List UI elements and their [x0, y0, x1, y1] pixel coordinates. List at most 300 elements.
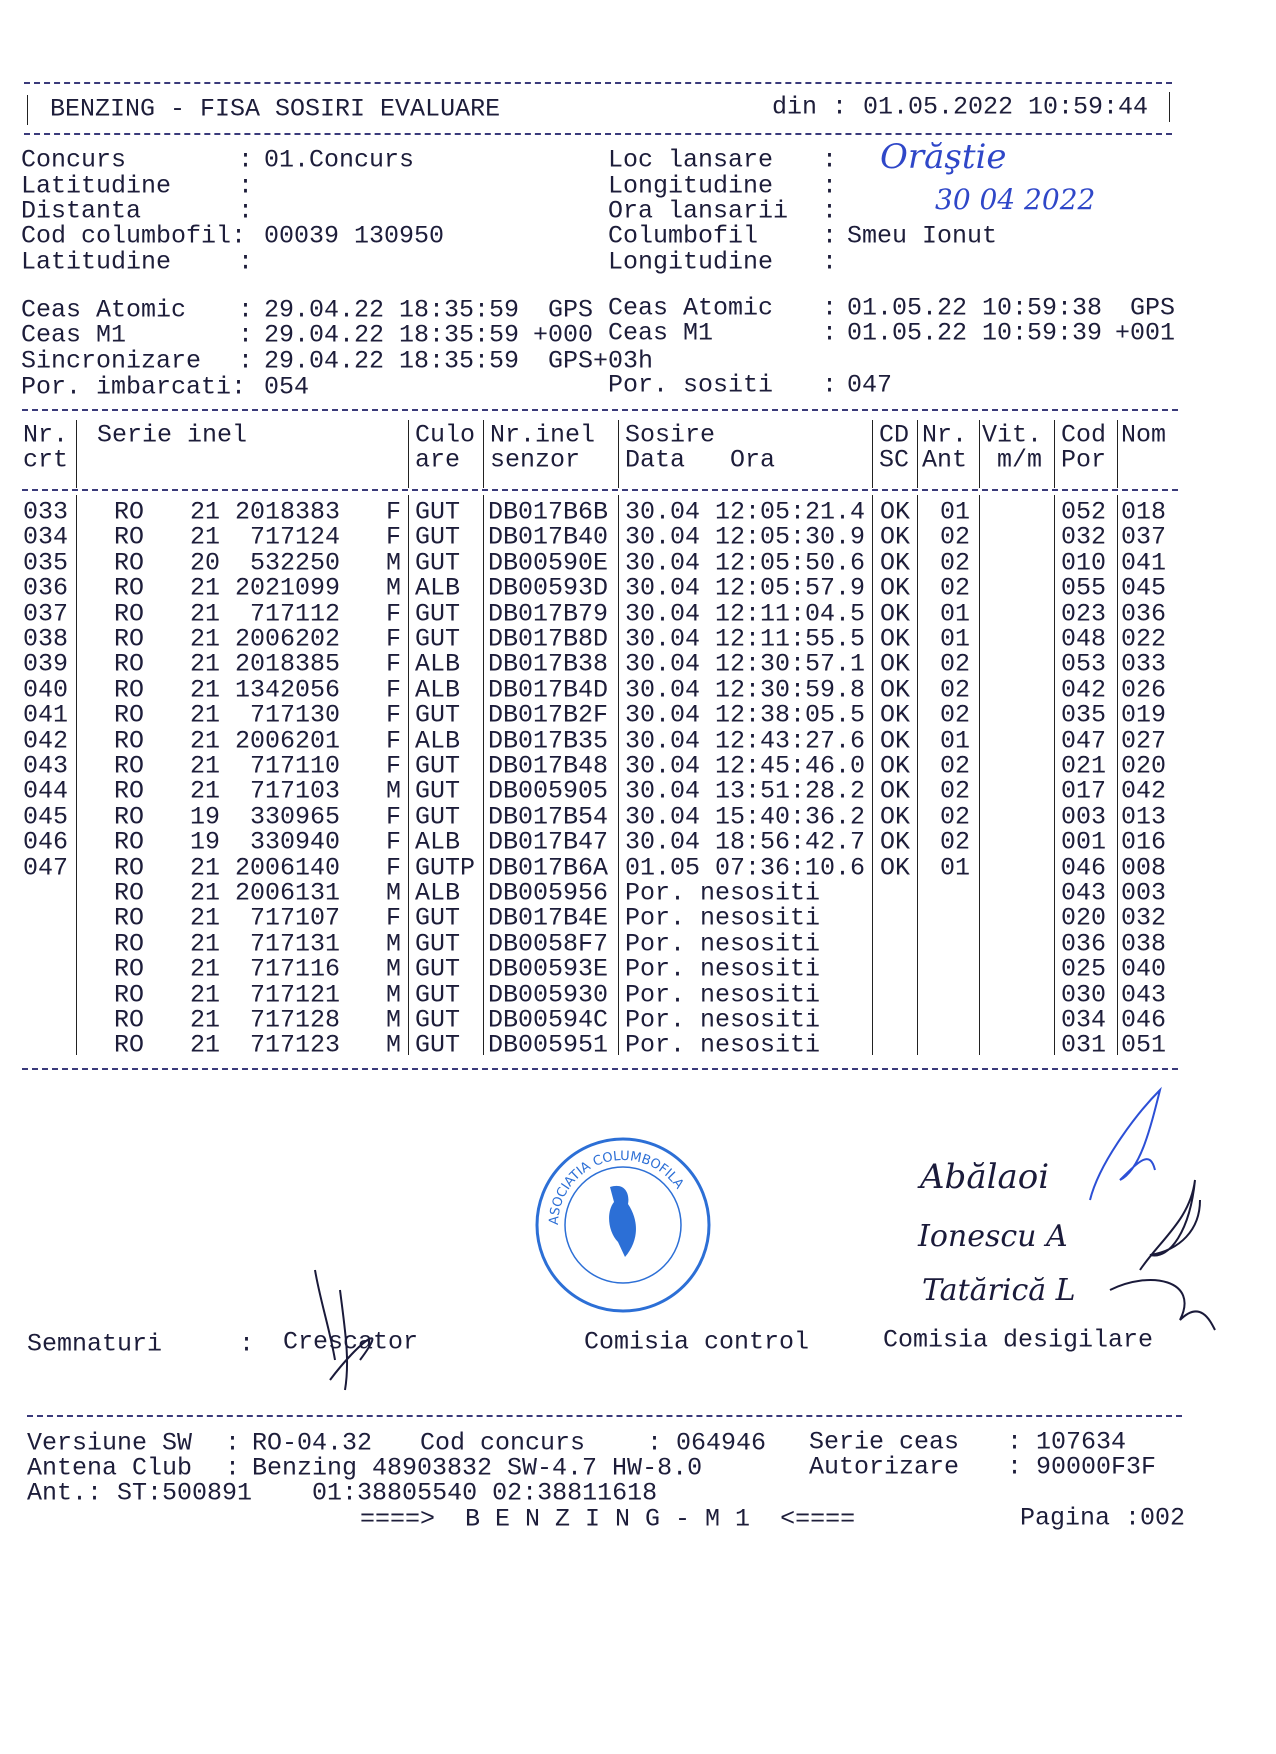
cell-ring: 532250 — [249, 548, 340, 578]
cell-sensor: DB00593E — [488, 954, 609, 984]
cell-antenna: 01 — [940, 853, 971, 883]
signature-name-3: Tatărică L — [922, 1273, 1076, 1308]
cell-sex: F — [386, 675, 402, 705]
handwritten-launch-date: 30 04 2022 — [935, 183, 1096, 216]
column-header-culoare: Culo — [415, 420, 476, 450]
cell-antenna: 01 — [940, 599, 971, 629]
column-header-cod: Cod — [1061, 420, 1107, 450]
cell-ring: 717103 — [249, 776, 340, 806]
cell-antenna: 02 — [940, 522, 971, 552]
cell-arrival: 30.04 15:40:36.2 — [625, 802, 866, 832]
cell-cod: 042 — [1061, 675, 1107, 705]
cell-country: RO — [114, 548, 145, 578]
info-colon: : — [822, 145, 838, 175]
cell-color: ALB — [415, 878, 461, 908]
cell-cd: OK — [880, 522, 911, 552]
cell-country: RO — [114, 929, 145, 959]
cell-nr: 041 — [23, 700, 69, 730]
antenna-label: Antena Club — [27, 1453, 193, 1483]
info-colon: : — [238, 145, 254, 175]
cell-nr: 045 — [23, 802, 69, 832]
cell-cod: 043 — [1061, 878, 1107, 908]
column-header-nr: Nr. — [23, 420, 69, 450]
cell-ring: 2018383 — [234, 497, 340, 527]
cell-sex: M — [386, 1030, 402, 1060]
cell-nom: 019 — [1121, 700, 1167, 730]
cell-sex: M — [386, 1005, 402, 1035]
cell-year: 21 — [190, 980, 221, 1010]
arrived-value: 047 — [847, 370, 893, 400]
cell-arrival: Por. nesositi — [625, 980, 821, 1010]
cell-sex: F — [386, 497, 402, 527]
cell-arrival: 30.04 12:43:27.6 — [625, 726, 866, 756]
cell-cod: 034 — [1061, 1005, 1107, 1035]
cell-color: GUT — [415, 700, 461, 730]
cell-sensor: DB005905 — [488, 776, 609, 806]
cell-cod: 032 — [1061, 522, 1107, 552]
cell-cod: 035 — [1061, 700, 1107, 730]
cell-ring: 2006202 — [234, 624, 340, 654]
column-header-vit-line2: m/m — [982, 445, 1043, 475]
cell-sensor: DB005951 — [488, 1030, 609, 1060]
cell-sex: F — [386, 700, 402, 730]
column-header-serie: Serie inel — [97, 420, 248, 450]
clock-value: 29.04.22 18:35:59 — [264, 295, 520, 325]
info-colon: : — [238, 196, 254, 226]
cell-ring: 2006201 — [234, 726, 340, 756]
column-header-ant: Nr. — [922, 420, 968, 450]
clock-suffix: +000 — [533, 320, 594, 350]
arrived-colon: : — [822, 370, 838, 400]
clock-value: 01.05.22 10:59:39 — [847, 318, 1103, 348]
cell-nom: 033 — [1121, 649, 1167, 679]
info-label: Loc lansare — [608, 145, 774, 175]
cell-arrival: 30.04 12:05:50.6 — [625, 548, 866, 578]
cell-country: RO — [114, 726, 145, 756]
cell-year: 21 — [190, 1030, 221, 1060]
page-number: Pagina :002 — [1020, 1503, 1186, 1533]
cell-sensor: DB017B4D — [488, 675, 609, 705]
cell-cd: OK — [880, 599, 911, 629]
clock-value: 29.04.22 18:35:59 — [264, 346, 520, 376]
cell-cod: 017 — [1061, 776, 1107, 806]
signature-1 — [1090, 1090, 1160, 1200]
cell-sex: F — [386, 726, 402, 756]
signature-name-2: Ionescu A — [918, 1219, 1068, 1254]
embarked-label: Por. imbarcati — [21, 372, 232, 402]
cell-antenna: 01 — [940, 726, 971, 756]
cell-ring: 717112 — [249, 599, 340, 629]
cell-nom: 008 — [1121, 853, 1167, 883]
cell-ring: 717130 — [249, 700, 340, 730]
cell-cd: OK — [880, 751, 911, 781]
cell-color: ALB — [415, 726, 461, 756]
signature-crescator-label: Crescator — [283, 1327, 419, 1357]
cell-color: ALB — [415, 827, 461, 857]
cell-year: 21 — [190, 675, 221, 705]
cell-nom: 022 — [1121, 624, 1167, 654]
cell-nom: 016 — [1121, 827, 1167, 857]
cell-year: 21 — [190, 649, 221, 679]
cell-cd: OK — [880, 497, 911, 527]
cell-sensor: DB017B35 — [488, 726, 609, 756]
cell-cd: OK — [880, 700, 911, 730]
cell-antenna: 01 — [940, 624, 971, 654]
cell-ring: 717107 — [249, 903, 340, 933]
cell-arrival: Por. nesositi — [625, 1030, 821, 1060]
cell-country: RO — [114, 827, 145, 857]
cell-ring: 717121 — [249, 980, 340, 1010]
antenna-ids: Ant.: ST:500891 01:38805540 02:38811618 — [27, 1478, 658, 1508]
cell-sex: F — [386, 802, 402, 832]
cell-color: ALB — [415, 675, 461, 705]
authorization-colon: : — [1007, 1452, 1023, 1482]
cell-sex: F — [386, 751, 402, 781]
cell-ring: 330965 — [249, 802, 340, 832]
cell-color: GUT — [415, 802, 461, 832]
cell-nom: 041 — [1121, 548, 1167, 578]
cell-country: RO — [114, 1005, 145, 1035]
cell-sensor: DB00594C — [488, 1005, 609, 1035]
column-header-sosire-line2: Data Ora — [625, 445, 776, 475]
clock-colon: : — [238, 346, 254, 376]
cell-nom: 026 — [1121, 675, 1167, 705]
cell-color: GUT — [415, 929, 461, 959]
column-header-senzor: Nr.inel — [490, 420, 596, 450]
cell-year: 21 — [190, 700, 221, 730]
cell-arrival: 30.04 12:30:59.8 — [625, 675, 866, 705]
clock-suffix: GPS+03h — [548, 346, 654, 376]
cell-year: 19 — [190, 827, 221, 857]
cell-cod: 020 — [1061, 903, 1107, 933]
cell-country: RO — [114, 980, 145, 1010]
cell-antenna: 02 — [940, 700, 971, 730]
clock-suffix: GPS — [1130, 293, 1176, 323]
cell-color: GUT — [415, 776, 461, 806]
info-value: 00039 130950 — [264, 221, 445, 251]
cell-sex: M — [386, 776, 402, 806]
cell-cod: 030 — [1061, 980, 1107, 1010]
cell-country: RO — [114, 802, 145, 832]
cell-nr: 040 — [23, 675, 69, 705]
cell-sensor: DB017B8D — [488, 624, 609, 654]
cell-color: GUT — [415, 599, 461, 629]
info-colon: : — [822, 221, 838, 251]
cell-country: RO — [114, 573, 145, 603]
cell-sensor: DB00590E — [488, 548, 609, 578]
stamp-text: ASOCIATIA COLUMBOFILA — [546, 1148, 687, 1226]
info-colon: : — [822, 171, 838, 201]
cell-cd: OK — [880, 827, 911, 857]
cell-arrival: Por. nesositi — [625, 878, 821, 908]
cell-cod: 021 — [1061, 751, 1107, 781]
clock-label: Ceas M1 — [21, 320, 127, 350]
cell-ring: 2006140 — [234, 853, 340, 883]
cell-cd: OK — [880, 726, 911, 756]
cell-ring: 2018385 — [234, 649, 340, 679]
cell-country: RO — [114, 751, 145, 781]
cell-year: 21 — [190, 878, 221, 908]
info-colon: : — [822, 247, 838, 277]
cell-color: GUT — [415, 548, 461, 578]
cell-year: 21 — [190, 497, 221, 527]
cell-ring: 717131 — [249, 929, 340, 959]
cell-color: GUT — [415, 954, 461, 984]
cell-arrival: 30.04 12:05:21.4 — [625, 497, 866, 527]
cell-color: GUT — [415, 522, 461, 552]
cell-year: 21 — [190, 929, 221, 959]
cell-nom: 013 — [1121, 802, 1167, 832]
cell-sensor: DB00593D — [488, 573, 609, 603]
cell-nom: 046 — [1121, 1005, 1167, 1035]
cell-sex: F — [386, 624, 402, 654]
clock-value: 29.04.22 18:35:59 — [264, 320, 520, 350]
cell-nr: 036 — [23, 573, 69, 603]
cell-antenna: 02 — [940, 573, 971, 603]
cell-sensor: DB005930 — [488, 980, 609, 1010]
cell-cd: OK — [880, 649, 911, 679]
cell-nr: 039 — [23, 649, 69, 679]
contest-code-label: Cod concurs — [420, 1428, 586, 1458]
signatures-label: Semnaturi — [27, 1329, 163, 1359]
cell-year: 19 — [190, 802, 221, 832]
sw-version-colon: : — [225, 1428, 241, 1458]
signature-desigilare-label: Comisia desigilare — [883, 1325, 1154, 1355]
column-header-nom: Nom — [1121, 420, 1167, 450]
cell-arrival: 30.04 12:30:57.1 — [625, 649, 866, 679]
cell-ring: 1342056 — [234, 675, 340, 705]
cell-nr: 046 — [23, 827, 69, 857]
column-header-nr-line2: crt — [23, 445, 69, 475]
footer-rule — [27, 1415, 1182, 1417]
cell-nr: 038 — [23, 624, 69, 654]
cell-color: ALB — [415, 649, 461, 679]
info-colon: : — [238, 247, 254, 277]
benzing-banner: ====> B E N Z I N G - M 1 <==== — [360, 1504, 856, 1534]
cell-ring: 717128 — [249, 1005, 340, 1035]
clock-label: Ceas Atomic — [608, 293, 774, 323]
cell-color: GUT — [415, 751, 461, 781]
cell-nr: 037 — [23, 599, 69, 629]
cell-cd: OK — [880, 624, 911, 654]
cell-sex: F — [386, 599, 402, 629]
sw-version-value: RO-04.32 — [252, 1428, 373, 1458]
cell-nom: 043 — [1121, 980, 1167, 1010]
authorization-value: 90000F3F — [1036, 1452, 1157, 1482]
cell-year: 21 — [190, 1005, 221, 1035]
info-colon: : — [238, 171, 254, 201]
cell-arrival: 30.04 12:38:05.5 — [625, 700, 866, 730]
cell-arrival: 30.04 12:05:57.9 — [625, 573, 866, 603]
cell-cod: 047 — [1061, 726, 1107, 756]
cell-sensor: DB017B79 — [488, 599, 609, 629]
cell-sensor: DB017B48 — [488, 751, 609, 781]
cell-year: 21 — [190, 522, 221, 552]
cell-arrival: Por. nesositi — [625, 954, 821, 984]
cell-cod: 036 — [1061, 929, 1107, 959]
info-colon: : — [822, 196, 838, 226]
clock-colon: : — [822, 318, 838, 348]
cell-country: RO — [114, 700, 145, 730]
cell-color: GUT — [415, 497, 461, 527]
cell-cd: OK — [880, 776, 911, 806]
info-label: Concurs — [21, 145, 127, 175]
handwritten-launch-place: Orăştie — [880, 137, 1007, 177]
signature-name-1: Abălaoi — [920, 1157, 1050, 1197]
cell-color: GUT — [415, 1005, 461, 1035]
cell-nr: 034 — [23, 522, 69, 552]
cell-country: RO — [114, 624, 145, 654]
cell-sex: F — [386, 903, 402, 933]
cell-country: RO — [114, 954, 145, 984]
cell-arrival: 30.04 13:51:28.2 — [625, 776, 866, 806]
signature-3 — [1110, 1280, 1215, 1330]
cell-sensor: DB017B6B — [488, 497, 609, 527]
clock-suffix: GPS — [548, 295, 594, 325]
info-label: Longitudine — [608, 247, 774, 277]
cell-cod: 023 — [1061, 599, 1107, 629]
info-label: Latitudine — [21, 247, 172, 277]
cell-sex: M — [386, 980, 402, 1010]
cell-nom: 042 — [1121, 776, 1167, 806]
cell-year: 20 — [190, 548, 221, 578]
cell-cod: 052 — [1061, 497, 1107, 527]
cell-cod: 001 — [1061, 827, 1107, 857]
cell-arrival: 30.04 18:56:42.7 — [625, 827, 866, 857]
cell-arrival: Por. nesositi — [625, 929, 821, 959]
cell-arrival: 30.04 12:45:46.0 — [625, 751, 866, 781]
cell-nr: 042 — [23, 726, 69, 756]
cell-cod: 053 — [1061, 649, 1107, 679]
info-label: Longitudine — [608, 171, 774, 201]
cell-cod: 048 — [1061, 624, 1107, 654]
cell-country: RO — [114, 878, 145, 908]
cell-sensor: DB017B38 — [488, 649, 609, 679]
signature-2 — [1140, 1180, 1200, 1270]
info-value: 01.Concurs — [264, 145, 415, 175]
cell-nom: 020 — [1121, 751, 1167, 781]
cell-color: GUT — [415, 624, 461, 654]
cell-sex: M — [386, 548, 402, 578]
cell-antenna: 02 — [940, 751, 971, 781]
cell-cd: OK — [880, 853, 911, 883]
cell-country: RO — [114, 776, 145, 806]
authorization-label: Autorizare — [809, 1452, 960, 1482]
cell-arrival: Por. nesositi — [625, 903, 821, 933]
cell-cd: OK — [880, 675, 911, 705]
cell-nom: 003 — [1121, 878, 1167, 908]
cell-color: GUT — [415, 980, 461, 1010]
cell-year: 21 — [190, 624, 221, 654]
cell-year: 21 — [190, 954, 221, 984]
cell-ring: 2021099 — [234, 573, 340, 603]
column-header-cd: CD — [879, 420, 910, 450]
cell-country: RO — [114, 675, 145, 705]
cell-antenna: 02 — [940, 548, 971, 578]
cell-sex: F — [386, 827, 402, 857]
cell-sensor: DB005956 — [488, 878, 609, 908]
column-header-cd-line2: SC — [879, 445, 910, 475]
cell-nom: 038 — [1121, 929, 1167, 959]
cell-sex: M — [386, 929, 402, 959]
cell-color: GUT — [415, 903, 461, 933]
column-header-senzor-line2: senzor — [490, 445, 581, 475]
sw-version-label: Versiune SW — [27, 1428, 193, 1458]
embarked-colon: : — [231, 372, 247, 402]
cell-country: RO — [114, 599, 145, 629]
signature-crescator — [315, 1270, 372, 1390]
cell-sex: F — [386, 649, 402, 679]
cell-nom: 036 — [1121, 599, 1167, 629]
cell-country: RO — [114, 1030, 145, 1060]
cell-antenna: 01 — [940, 497, 971, 527]
cell-sensor: DB017B54 — [488, 802, 609, 832]
cell-country: RO — [114, 903, 145, 933]
cell-year: 21 — [190, 751, 221, 781]
cell-sensor: DB017B4E — [488, 903, 609, 933]
clock-label: Ceas Atomic — [21, 295, 187, 325]
clock-colon: : — [238, 295, 254, 325]
info-label: Latitudine — [21, 171, 172, 201]
cell-antenna: 02 — [940, 776, 971, 806]
cell-country: RO — [114, 649, 145, 679]
cell-year: 21 — [190, 853, 221, 883]
cell-year: 21 — [190, 903, 221, 933]
cell-year: 21 — [190, 776, 221, 806]
cell-nom: 045 — [1121, 573, 1167, 603]
cell-antenna: 02 — [940, 649, 971, 679]
cell-cod: 010 — [1061, 548, 1107, 578]
info-label: Distanta — [21, 196, 142, 226]
arrived-label: Por. sositi — [608, 370, 774, 400]
cell-arrival: 30.04 12:11:04.5 — [625, 599, 866, 629]
cell-color: GUT — [415, 1030, 461, 1060]
column-header-sosire: Sosire — [625, 420, 716, 450]
info-colon: : — [231, 221, 247, 251]
clock-serial-colon: : — [1007, 1427, 1023, 1457]
cell-nom: 018 — [1121, 497, 1167, 527]
cell-antenna: 02 — [940, 675, 971, 705]
cell-sensor: DB017B47 — [488, 827, 609, 857]
antenna-colon: : — [225, 1453, 241, 1483]
cell-country: RO — [114, 522, 145, 552]
cell-sex: F — [386, 853, 402, 883]
cell-ring: 717116 — [249, 954, 340, 984]
cell-nr: 047 — [23, 853, 69, 883]
cell-sex: M — [386, 878, 402, 908]
clock-label: Sincronizare — [21, 346, 202, 376]
column-header-ant-line2: Ant — [922, 445, 968, 475]
cell-cod: 025 — [1061, 954, 1107, 984]
clock-serial-value: 107634 — [1036, 1427, 1127, 1457]
column-header-cod-line2: Por — [1061, 445, 1107, 475]
clock-value: 01.05.22 10:59:38 — [847, 293, 1103, 323]
report-title: BENZING - FISA SOSIRI EVALUARE — [50, 94, 501, 124]
cell-antenna: 02 — [940, 827, 971, 857]
signature-control-label: Comisia control — [584, 1327, 810, 1357]
cell-cd: OK — [880, 548, 911, 578]
clock-label: Ceas M1 — [608, 318, 714, 348]
contest-code-colon: : — [647, 1428, 663, 1458]
cell-nr: 044 — [23, 776, 69, 806]
cell-nr: 033 — [23, 497, 69, 527]
cell-cd: OK — [880, 802, 911, 832]
cell-cod: 031 — [1061, 1030, 1107, 1060]
cell-antenna: 02 — [940, 802, 971, 832]
cell-ring: 717110 — [249, 751, 340, 781]
clock-suffix: +001 — [1115, 318, 1176, 348]
embarked-value: 054 — [264, 372, 310, 402]
